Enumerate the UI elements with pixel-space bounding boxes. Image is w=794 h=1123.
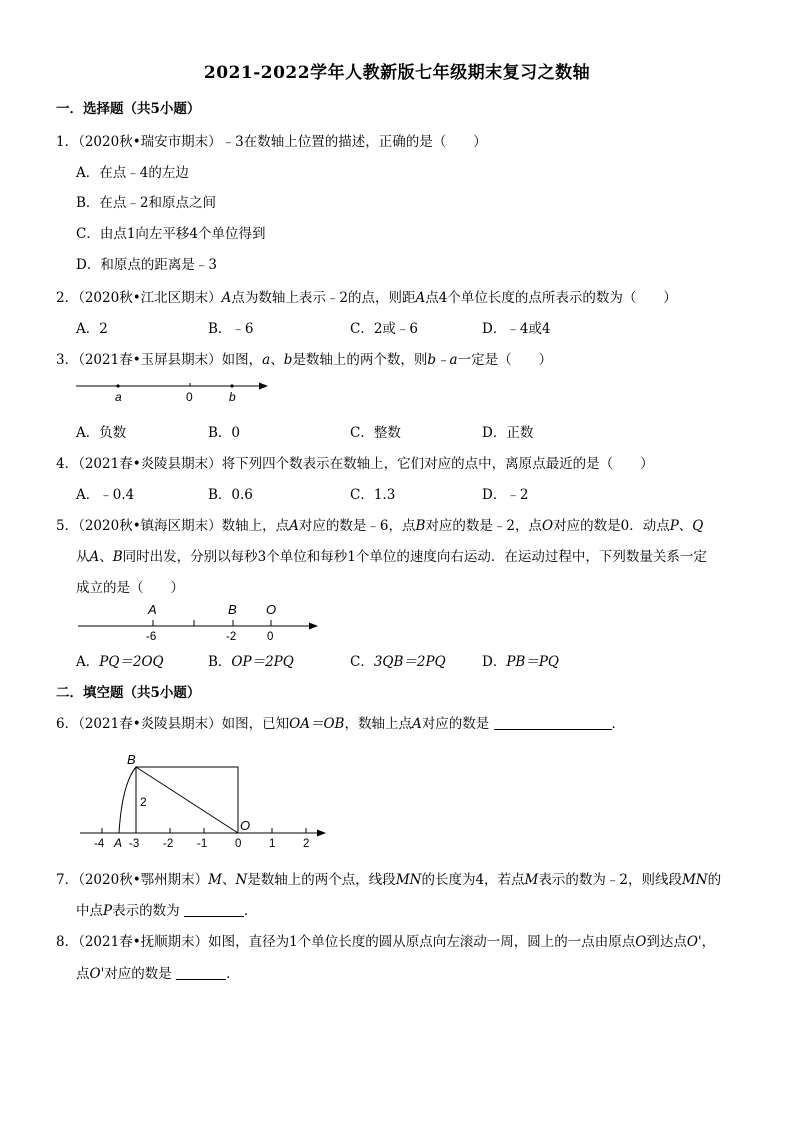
q7-text: 中点 <box>76 903 103 919</box>
q4-stem: 4．（2021春•炎陵县期末）将下列四个数表示在数轴上，它们对应的点中，离原点最近的是（ ） <box>56 456 654 472</box>
q5-tick-label-neg6: -6 <box>146 631 157 643</box>
q5-option-c <box>350 650 446 670</box>
q6-diagonal-ob <box>136 767 238 833</box>
q3-option-c: C．整数 <box>350 425 401 441</box>
q3-stem <box>56 348 552 368</box>
q1-stem: 1．（2020秋•瑞安市期末）﹣3在数轴上位置的描述，正确的是（ ） <box>56 134 487 150</box>
q6-answer-blank[interactable] <box>494 715 612 730</box>
q2-stem-text: 点4个单位长度的点所表示的数为（ ） <box>425 290 677 306</box>
q7-stem-line1 <box>56 868 721 888</box>
q7-var: P <box>103 903 113 919</box>
q8-var: O' <box>686 934 702 950</box>
q6-stem <box>56 712 625 732</box>
q6-tick-label: -1 <box>197 838 208 850</box>
q6-var: OA＝OB <box>289 716 345 732</box>
q1-option-d: D．和原点的距离是﹣3 <box>76 257 217 273</box>
q7-var: MN <box>395 872 422 888</box>
q5-var: Q <box>692 518 704 534</box>
q6-tick-label: -2 <box>163 838 174 850</box>
q5-text: 5．（2020秋•镇海区期末）数轴上，点 <box>56 518 290 534</box>
q5-text: 对应的数是﹣2，点 <box>425 518 543 534</box>
q5-option-c-label: C． <box>350 654 374 670</box>
q5-text: 、 <box>678 518 693 534</box>
q3-axis-arrow <box>259 383 268 390</box>
q5-axis-arrow <box>309 623 318 630</box>
q7-text: ． <box>243 903 258 919</box>
q5-tick-label-zero: 0 <box>267 631 274 643</box>
q5-text: 对应的数是﹣6，点 <box>298 518 416 534</box>
q7-var: N <box>235 872 248 888</box>
q4-option-b: B．0.6 <box>208 487 253 503</box>
q5-var: A <box>89 549 100 565</box>
q3-point-a <box>116 384 119 387</box>
q2-stem-text: 2．（2020秋•江北区期末） <box>56 290 222 306</box>
q5-option-b <box>208 650 294 670</box>
q6-arc <box>119 767 136 833</box>
q3-label-zero: 0 <box>186 390 193 404</box>
q3-number-line-figure <box>70 374 280 406</box>
q3-label-b: b <box>229 390 236 404</box>
q1-option-a: A．在点﹣4的左边 <box>76 165 189 181</box>
q5-text: 、 <box>99 549 113 565</box>
q2-option-b: B．﹣6 <box>208 321 254 337</box>
q3-expr: b﹣a <box>427 352 458 368</box>
q3-var-b: b <box>283 352 293 368</box>
q8-text: ， <box>701 934 716 950</box>
q7-text: 、 <box>222 872 236 888</box>
q8-stem-line1 <box>56 930 715 950</box>
q3-stem-text: 、 <box>270 352 284 368</box>
q5-stem-line2 <box>76 545 707 565</box>
q8-text: ． <box>226 966 240 982</box>
q2-option-c: C．2或﹣6 <box>350 321 419 337</box>
q5-number-line-figure <box>72 600 332 646</box>
q5-stem-line3: 成立的是（ ） <box>76 580 184 596</box>
q6-label-A: A <box>114 836 123 850</box>
q6-axis-arrow <box>317 830 326 837</box>
q5-option-a <box>76 650 164 670</box>
q6-figure <box>76 750 336 854</box>
page-title: 2021-2022学年人教新版七年级期末复习之数轴 <box>203 63 591 83</box>
q5-option-a-label: A． <box>76 654 100 670</box>
q5-var: A <box>289 518 299 534</box>
q6-label-O: O <box>240 818 251 833</box>
q8-text: 8．（2021春•抚顺期末）如图，直径为1个单位长度的圆从原点向左滚动一周，圆上的一点由原点 <box>56 934 636 950</box>
q5-option-d-text: PB＝PQ <box>506 654 559 670</box>
q6-tick-label: 1 <box>269 838 276 850</box>
q3-stem-text: 是数轴上的两个数，则 <box>292 352 428 368</box>
q7-text: 是数轴上的两个点，线段 <box>247 872 396 888</box>
q5-option-c-text: 3QB＝2PQ <box>373 654 446 670</box>
q7-stem-line2 <box>76 899 257 919</box>
q8-stem-line2 <box>76 962 240 982</box>
q5-text: 从 <box>76 549 90 565</box>
q6-label-B: B <box>127 752 136 767</box>
q5-var: O <box>542 518 554 534</box>
q6-text: 6．（2021春•炎陵县期末）如图，已知 <box>56 716 290 732</box>
q5-label-O: O <box>266 602 277 617</box>
q6-text: ． <box>611 716 626 732</box>
q3-stem-text: 一定是（ ） <box>457 352 553 368</box>
q8-var: O' <box>89 966 105 982</box>
q8-text: 点 <box>76 966 90 982</box>
q7-var: M <box>524 872 539 888</box>
q5-label-B: B <box>228 602 237 617</box>
q5-option-d-label: D． <box>482 654 507 670</box>
q5-text: 对应的数是0．动点 <box>553 518 670 534</box>
q3-var-a: a <box>262 352 271 368</box>
q1-option-c: C．由点1向左平移4个单位得到 <box>76 226 266 242</box>
q5-text: 同时出发，分别以每秒3个单位和每秒1个单位的速度向右运动．在运动过程中，下列数量关系一定 <box>122 549 707 565</box>
q1-option-b: B．在点﹣2和原点之间 <box>76 195 217 211</box>
q5-var: B <box>415 518 426 534</box>
q7-text: 的 <box>707 872 722 888</box>
q5-option-b-text: OP＝2PQ <box>231 654 294 670</box>
q5-label-A: A <box>148 602 157 617</box>
q7-text: 的长度为4，若点 <box>421 872 525 888</box>
q5-tick-label-neg2: -2 <box>226 631 237 643</box>
q4-option-d: D．﹣2 <box>482 487 529 503</box>
section-choice-heading: 一．选择题（共5小题） <box>56 101 201 117</box>
q5-stem-line1 <box>56 514 703 534</box>
q7-text: 表示的数为 <box>112 903 180 919</box>
q8-var: O <box>635 934 647 950</box>
q2-stem-text: 点为数轴上表示﹣2的点，则距 <box>231 290 416 306</box>
q3-stem-text: 3．（2021春•玉屏县期末）如图， <box>56 352 263 368</box>
q7-text: 7．（2020秋•鄂州期末） <box>56 872 209 888</box>
section-fill-heading: 二．填空题（共5小题） <box>56 685 201 701</box>
q3-label-a: a <box>115 390 122 404</box>
q6-text: 对应的数是 <box>421 716 490 732</box>
q7-answer-blank[interactable] <box>184 902 244 917</box>
q5-option-b-label: B． <box>208 654 232 670</box>
q7-text: 表示的数为﹣2，则线段 <box>538 872 682 888</box>
q5-option-d <box>482 650 559 670</box>
q3-option-a: A．负数 <box>76 425 127 441</box>
q6-text: ，数轴上点 <box>344 716 412 732</box>
q3-option-d: D．正数 <box>482 425 534 441</box>
q8-text: 对应的数是 <box>104 966 172 982</box>
q7-var: M <box>208 872 222 888</box>
q6-tick-label: 0 <box>235 838 242 850</box>
q3-option-b: B．0 <box>208 425 241 441</box>
q2-var-a: A <box>221 290 232 306</box>
q5-option-a-text: PQ＝2OQ <box>99 654 164 670</box>
q8-answer-blank[interactable] <box>176 965 226 980</box>
q5-var: P <box>669 518 679 534</box>
q6-var: A <box>411 716 422 732</box>
q4-option-a: A．﹣0.4 <box>76 487 135 503</box>
q6-tick-label: -4 <box>94 838 105 850</box>
q6-tick-label: 2 <box>303 838 310 850</box>
q4-option-c: C．1.3 <box>350 487 396 503</box>
q6-tick-label: -3 <box>129 838 140 850</box>
q6-label-side: 2 <box>140 795 147 809</box>
q7-var: MN <box>681 872 708 888</box>
q2-stem <box>56 286 677 306</box>
q2-option-d: D．﹣4或4 <box>482 321 551 337</box>
q2-option-a: A．2 <box>76 321 108 337</box>
q2-var-a: A <box>415 290 426 306</box>
q3-point-b <box>230 384 233 387</box>
q8-text: 到达点 <box>646 934 687 950</box>
q5-var: B <box>112 549 123 565</box>
